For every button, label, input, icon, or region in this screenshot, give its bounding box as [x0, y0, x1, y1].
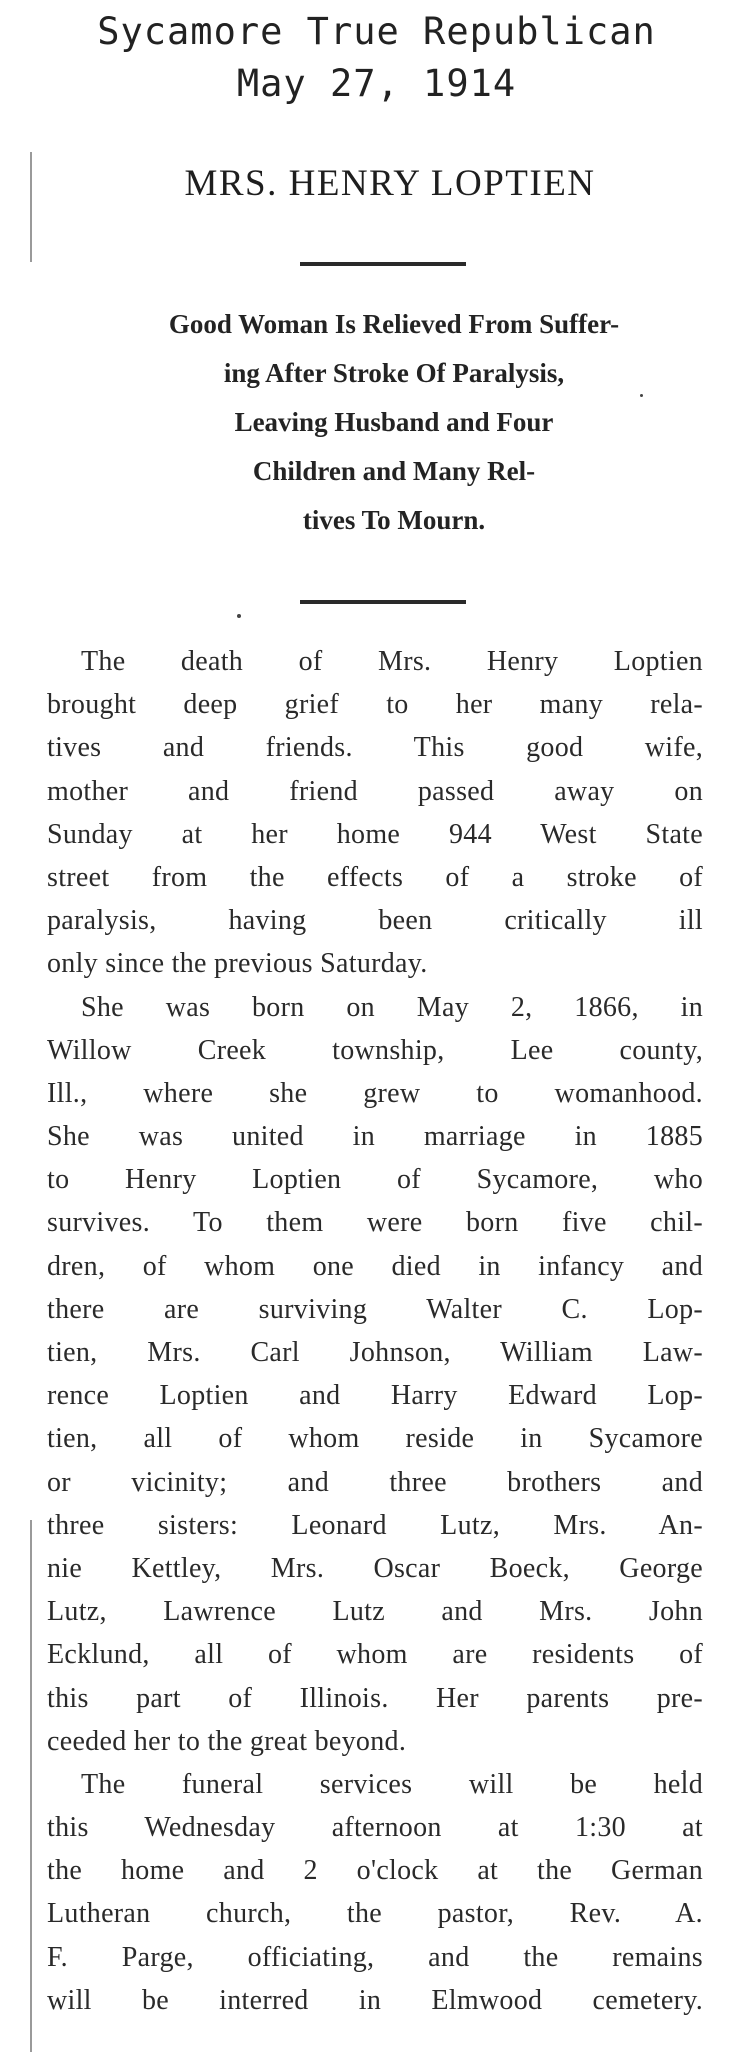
- left-margin-mark: [30, 152, 32, 262]
- body-line: nie Kettley, Mrs. Oscar Boeck, George: [47, 1552, 703, 1584]
- body-line: to Henry Loptien of Sycamore, who: [47, 1164, 703, 1196]
- body-line: paralysis, having been critically ill: [47, 905, 703, 937]
- body-line: street from the effects of a stroke of: [47, 861, 703, 893]
- body-line: the home and 2 o'clock at the German: [47, 1855, 703, 1887]
- body-line: Ill., where she grew to womanhood.: [47, 1077, 703, 1109]
- body-line: Ecklund, all of whom are residents of: [47, 1639, 703, 1671]
- body-line: three sisters: Leonard Lutz, Mrs. An-: [47, 1509, 703, 1541]
- body-line: will be interred in Elmwood cemetery.: [47, 1984, 703, 2016]
- subhead-line: Leaving Husband and Four: [234, 407, 554, 437]
- body-line: rence Loptien and Harry Edward Lop-: [47, 1380, 703, 1412]
- print-speck: [640, 394, 643, 397]
- body-line: Lutheran church, the pastor, Rev. A.: [47, 1898, 703, 1930]
- body-line: tives and friends. This good wife,: [47, 732, 703, 764]
- publication-name: Sycamore True Republican: [97, 10, 656, 53]
- body-line: tien, all of whom reside in Sycamore: [47, 1423, 703, 1455]
- body-line: She was born on May 2, 1866, in: [81, 991, 703, 1023]
- body-line: The funeral services will be held: [81, 1768, 703, 1800]
- body-line: She was united in marriage in 1885: [47, 1121, 703, 1153]
- body-line: brought deep grief to her many rela-: [47, 689, 703, 721]
- headline-divider: [300, 262, 466, 266]
- body-line: or vicinity; and three brothers and: [47, 1466, 703, 1498]
- publication-date: May 27, 1914: [236, 62, 517, 105]
- body-line: Lutz, Lawrence Lutz and Mrs. John: [47, 1596, 703, 1628]
- print-speck: [237, 614, 241, 618]
- body-line: ceeded her to the great beyond.: [47, 1725, 407, 1757]
- body-line: F. Parge, officiating, and the remains: [47, 1941, 703, 1973]
- body-line: there are surviving Walter C. Lop-: [47, 1293, 703, 1325]
- left-column-rule: [30, 1520, 32, 2052]
- subhead-divider: [300, 600, 466, 604]
- article-headline: MRS. HENRY LOPTIEN: [184, 163, 596, 204]
- body-line: only since the previous Saturday.: [47, 948, 428, 980]
- body-line: Willow Creek township, Lee county,: [47, 1034, 703, 1066]
- body-line: The death of Mrs. Henry Loptien: [81, 646, 703, 677]
- subhead-line: ing After Stroke Of Paralysis,: [223, 358, 565, 388]
- source-header: [0, 6, 753, 110]
- body-line: mother and friend passed away on: [47, 775, 703, 807]
- article-subhead: [40, 300, 748, 545]
- subhead-line: tives To Mourn.: [302, 505, 486, 535]
- body-line: tien, Mrs. Carl Johnson, William Law-: [47, 1337, 703, 1368]
- body-line: survives. To them were born five chil-: [47, 1207, 703, 1239]
- body-line: this part of Illinois. Her parents pre-: [47, 1682, 703, 1714]
- body-line: this Wednesday afternoon at 1:30 at: [47, 1812, 703, 1844]
- article-body: [47, 640, 703, 2022]
- body-line: Sunday at her home 944 West State: [47, 818, 703, 850]
- body-line: dren, of whom one died in infancy and: [47, 1250, 703, 1282]
- subhead-line: Children and Many Rel-: [252, 456, 536, 486]
- subhead-line: Good Woman Is Relieved From Suffer-: [168, 309, 620, 339]
